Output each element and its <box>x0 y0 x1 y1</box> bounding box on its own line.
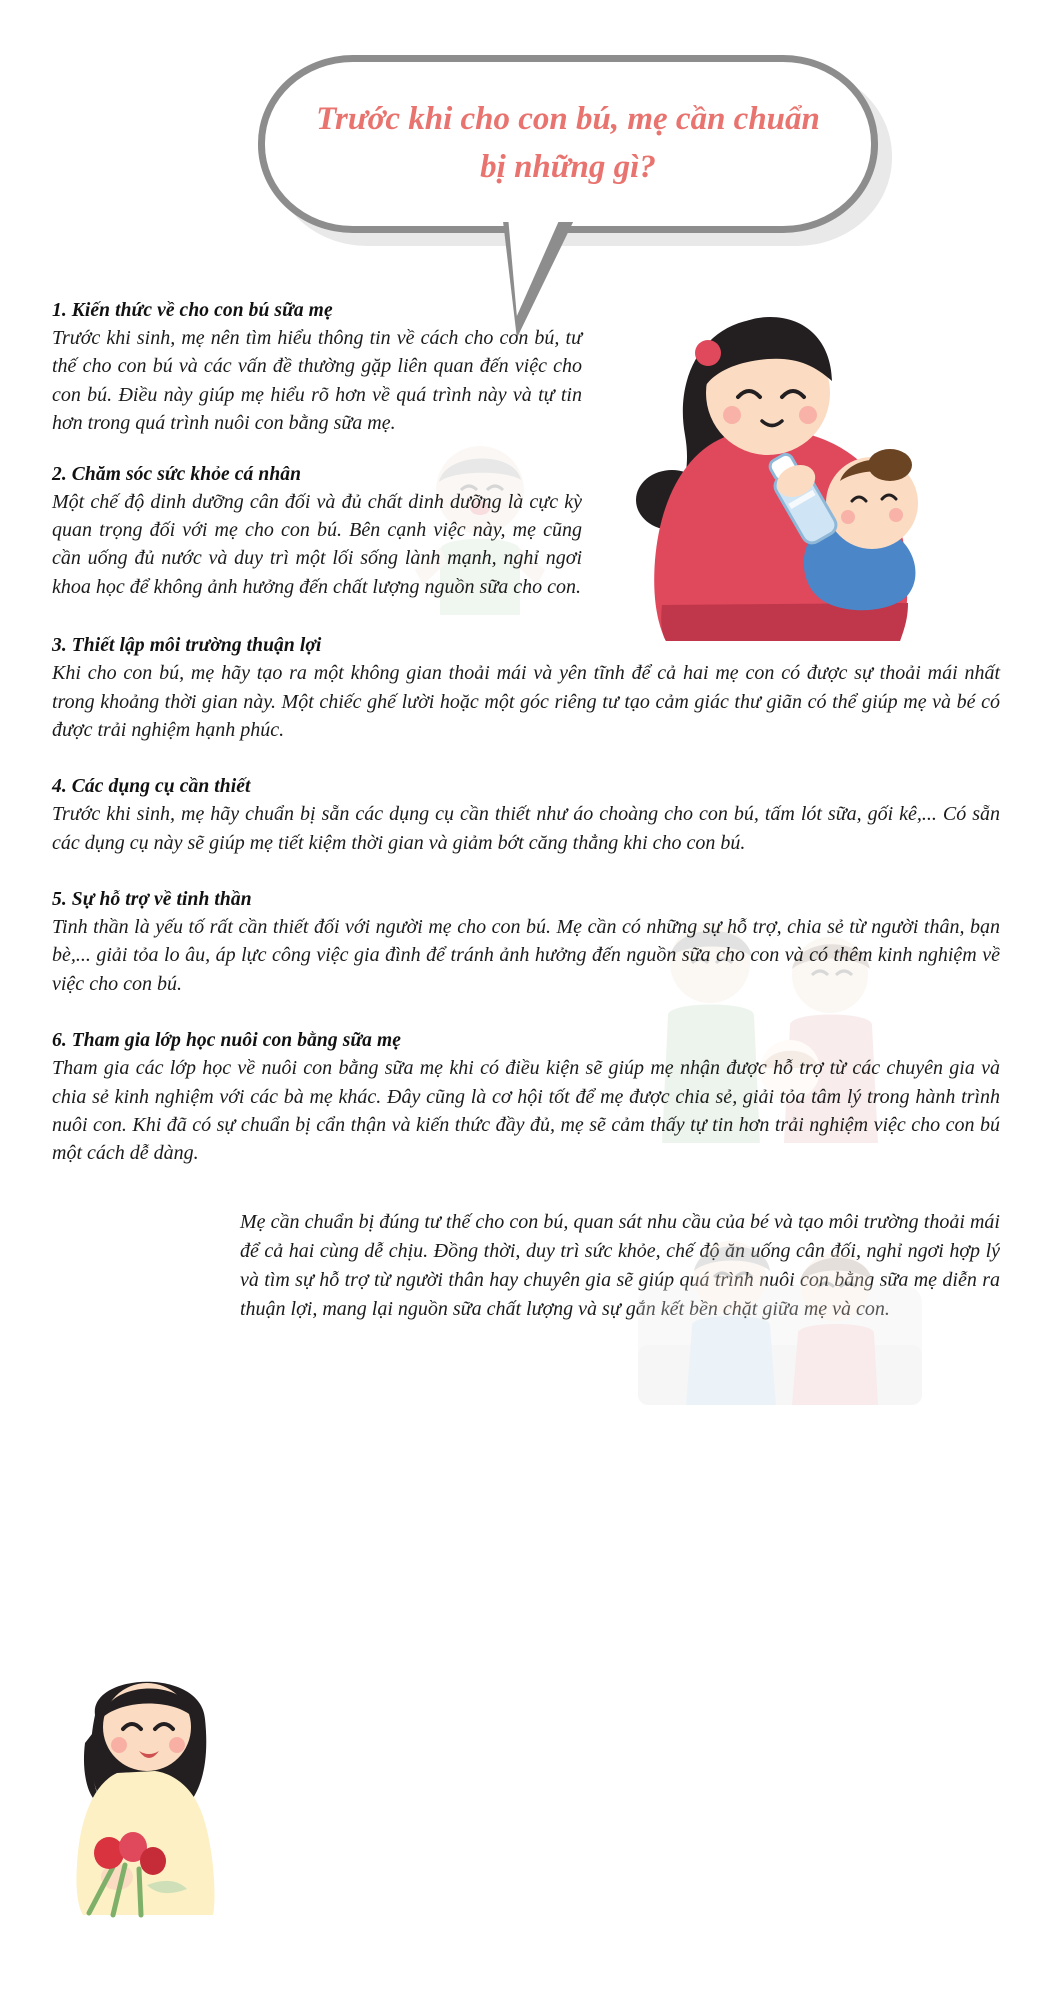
header-banner <box>0 0 1052 300</box>
section-3-heading: 3. Thiết lập môi trường thuận lợi <box>52 635 322 657</box>
section-1-heading: 1. Kiến thức về cho con bú sữa mẹ <box>52 300 333 321</box>
mother-bottle-feeding-baby-illustration <box>600 285 1000 655</box>
section-6-body: Tham gia các lớp học về nuôi con bằng sữa mẹ khi có điều kiện sẽ giúp mẹ nhận được hỗ trợ từ các chuyên gia và chia sẻ kinh nghiệm với các bà mẹ khác. Đây cũng là cơ hội tốt để mẹ được chia sẻ, giải tỏa tâm lý trong hành trình nuôi con. Khi đã có sự chuẩn bị cẩn thận và kiến thức đầy đủ, mẹ sẽ cảm thấy tự tin hơn trải nghiệm việc cho con bú một cách dễ dàng. <box>52 1057 1000 1165</box>
section-3-body: Khi cho con bú, mẹ hãy tạo ra một không gian thoải mái và yên tĩnh để cả hai mẹ con có được sự thoải mái nhất trong khoảng thời gian này. Một chiếc ghế lười hoặc một góc riêng tư tạo cảm giác thư giãn có thể giúp mẹ và bé có được trải nghiệm hạnh phúc. <box>52 662 1000 741</box>
faint-couple-illustration <box>630 1225 930 1420</box>
section-2 <box>52 464 582 602</box>
closing-summary-text: Mẹ cần chuẩn bị đúng tư thế cho con bú, quan sát nhu cầu của bé và tạo môi trường thoải mái để cả hai cùng dễ chịu. Đồng thời, duy trì sức khỏe, chế độ ăn uống cân đối, nghỉ ngơi hợp lý và tìm sự hỗ trợ từ người thân hay chuyên gia sẽ giúp quá trình nuôi con bằng sữa mẹ diễn ra thuận lợi, mang lại nguồn sữa chất lượng và sự gắn kết bền chặt giữa mẹ và con. <box>240 1210 1000 1321</box>
section-6-heading: 6. Tham gia lớp học nuôi con bằng sữa mẹ <box>52 1030 402 1052</box>
section-1-body: Trước khi sinh, mẹ nên tìm hiểu thông tin về cách cho con bú, tư thế cho con bú và các vấn đề thường gặp liên quan đến việc cho con bú. Điều này giúp mẹ hiểu rõ hơn về quá trình này và tự tin hơn trong quá trình nuôi con bằng sữa mẹ. <box>52 327 582 435</box>
page-title: Trước khi cho con bú, mẹ cần chuẩn bị những gì? <box>316 101 820 185</box>
section-4 <box>52 776 1000 857</box>
section-4-body: Trước khi sinh, mẹ hãy chuẩn bị sẵn các dụng cụ cần thiết như áo choàng cho con bú, tấm lót sữa, gối kê,... Có sẵn các dụng cụ này sẽ giúp mẹ tiết kiệm thời gian và giảm bớt căng thẳng khi cho con bú. <box>52 803 1000 854</box>
section-5-heading: 5. Sự hỗ trợ về tinh thần <box>52 889 252 911</box>
section-5 <box>52 889 1000 998</box>
woman-holding-flowers-illustration <box>55 1655 235 1915</box>
section-1 <box>52 300 582 438</box>
section-2-body: Một chế độ dinh dưỡng cân đối và đủ chất dinh dưỡng là cực kỳ quan trọng đối với mẹ cho con bú. Bên cạnh việc này, mẹ cũng cần uống đủ nước và duy trì một lối sống lành mạnh, nghỉ ngơi khoa học để không ảnh hưởng đến chất lượng nguồn sữa cho con. <box>52 490 582 598</box>
section-4-heading: 4. Các dụng cụ cần thiết <box>52 776 251 798</box>
section-2-heading: 2. Chăm sóc sức khỏe cá nhân <box>52 463 302 485</box>
section-6 <box>52 1030 1000 1168</box>
section-5-body: Tinh thần là yếu tố rất cần thiết đối với người mẹ cho con bú. Mẹ cần có những sự hỗ trợ, chia sẻ từ người thân, bạn bè,... giải tỏa lo âu, áp lực công việc gia đình để tránh ảnh hưởng đến nguồn sữa cho con và có thêm kinh nghiệm về việc cho con bú. <box>52 916 1000 995</box>
